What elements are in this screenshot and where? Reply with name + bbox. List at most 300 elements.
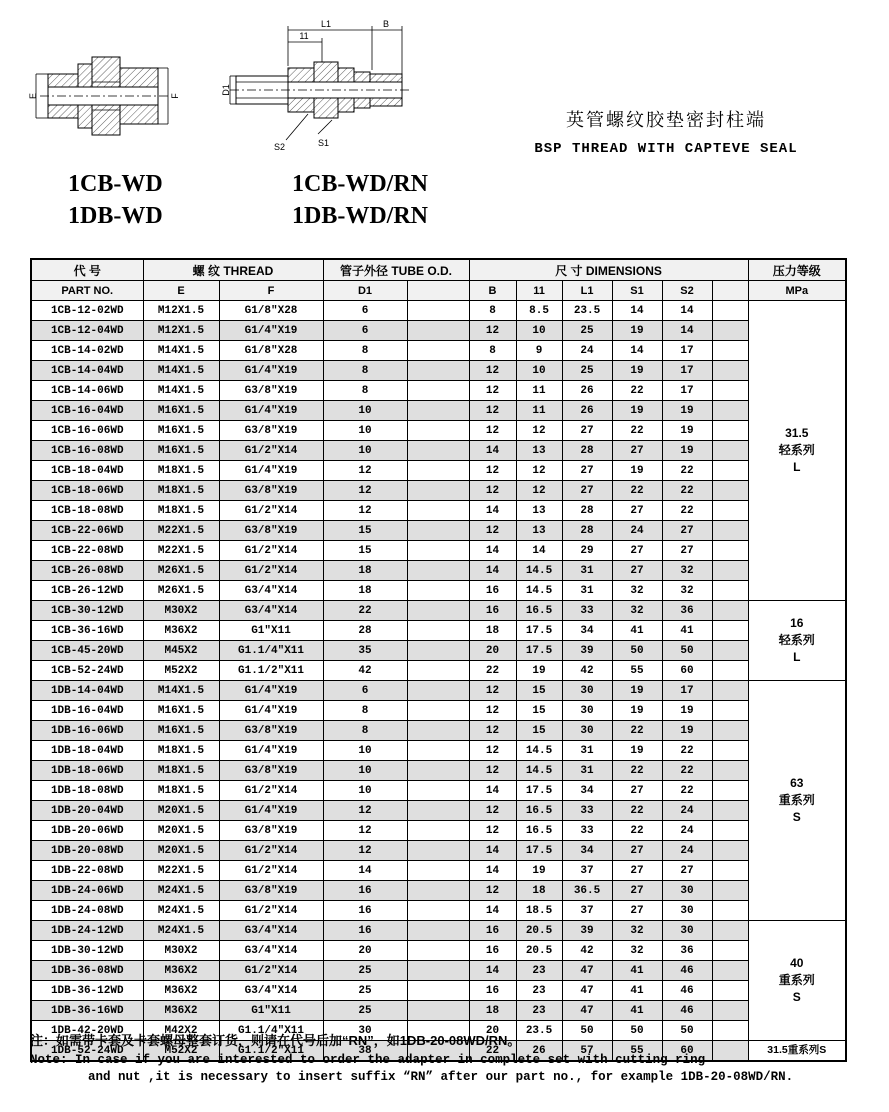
cell-L1: 28 bbox=[562, 501, 612, 521]
cell-d1: 25 bbox=[323, 961, 407, 981]
cell-thread-f: G1/8″X28 bbox=[219, 301, 323, 321]
cell-blank-2 bbox=[712, 841, 748, 861]
cell-s1: 19 bbox=[612, 741, 662, 761]
cell-s2: 24 bbox=[662, 841, 712, 861]
cell-L1: 31 bbox=[562, 761, 612, 781]
cell-thread-e: M30X2 bbox=[143, 941, 219, 961]
cell-s1: 32 bbox=[612, 921, 662, 941]
header-b: B bbox=[469, 281, 516, 301]
cell-b: 14 bbox=[469, 501, 516, 521]
part-codes-left bbox=[68, 168, 163, 233]
cell-blank-2 bbox=[712, 881, 748, 901]
cell-thread-f: G3/4″X14 bbox=[219, 601, 323, 621]
table-row bbox=[31, 941, 846, 961]
cell-part-no: 1DB-24-12WD bbox=[31, 921, 143, 941]
cell-d1: 16 bbox=[323, 881, 407, 901]
cell-thread-e: M12X1.5 bbox=[143, 301, 219, 321]
cell-blank bbox=[407, 521, 469, 541]
cell-blank-2 bbox=[712, 601, 748, 621]
cell-s2: 17 bbox=[662, 341, 712, 361]
cell-l1-small: 17.5 bbox=[516, 641, 562, 661]
table-row bbox=[31, 681, 846, 701]
header-d1: D1 bbox=[323, 281, 407, 301]
cell-l1-small: 11 bbox=[516, 401, 562, 421]
cell-s1: 22 bbox=[612, 721, 662, 741]
header-s1: S1 bbox=[612, 281, 662, 301]
cell-L1: 34 bbox=[562, 781, 612, 801]
cell-d1: 12 bbox=[323, 801, 407, 821]
cell-thread-f: G1/4″X19 bbox=[219, 741, 323, 761]
cell-b: 8 bbox=[469, 341, 516, 361]
cell-L1: 57 bbox=[562, 1041, 612, 1062]
cell-s1: 41 bbox=[612, 621, 662, 641]
cell-blank bbox=[407, 761, 469, 781]
cell-l1-small: 17.5 bbox=[516, 841, 562, 861]
drawing-adapter-with-tube bbox=[222, 16, 440, 173]
cell-b: 12 bbox=[469, 421, 516, 441]
cell-s2: 19 bbox=[662, 721, 712, 741]
cell-part-no: 1CB-18-04WD bbox=[31, 461, 143, 481]
cell-blank-2 bbox=[712, 721, 748, 741]
header-tube-od: 管子外径 TUBE O.D. bbox=[323, 259, 469, 281]
cell-L1: 47 bbox=[562, 981, 612, 1001]
cell-b: 12 bbox=[469, 701, 516, 721]
cell-l1-small: 23 bbox=[516, 1001, 562, 1021]
cell-s1: 27 bbox=[612, 881, 662, 901]
cell-l1-small: 23 bbox=[516, 981, 562, 1001]
note-english-line1: Note: In case if you are interested to order the adapter in complete set with cutting ring bbox=[30, 1053, 706, 1067]
cell-s2: 17 bbox=[662, 361, 712, 381]
cell-L1: 47 bbox=[562, 1001, 612, 1021]
cell-blank bbox=[407, 701, 469, 721]
dim-label-e: E bbox=[28, 92, 38, 100]
cell-d1: 10 bbox=[323, 421, 407, 441]
table-row bbox=[31, 621, 846, 641]
cell-part-no: 1CB-52-24WD bbox=[31, 661, 143, 681]
cell-b: 16 bbox=[469, 581, 516, 601]
cell-s2: 22 bbox=[662, 461, 712, 481]
cell-part-no: 1CB-12-04WD bbox=[31, 321, 143, 341]
cell-blank bbox=[407, 341, 469, 361]
cell-thread-f: G1/2″X14 bbox=[219, 541, 323, 561]
cell-blank-2 bbox=[712, 541, 748, 561]
cell-blank bbox=[407, 881, 469, 901]
table-row bbox=[31, 901, 846, 921]
cell-s1: 55 bbox=[612, 661, 662, 681]
cell-thread-f: G1″X11 bbox=[219, 621, 323, 641]
cell-thread-e: M18X1.5 bbox=[143, 501, 219, 521]
page-title-chinese: 英管螺纹胶垫密封柱端 bbox=[566, 110, 766, 130]
cell-b: 12 bbox=[469, 721, 516, 741]
cell-thread-f: G3/8″X19 bbox=[219, 821, 323, 841]
cell-thread-e: M22X1.5 bbox=[143, 861, 219, 881]
cell-part-no: 1DB-24-06WD bbox=[31, 881, 143, 901]
cell-thread-f: G3/4″X14 bbox=[219, 981, 323, 1001]
cell-s2: 24 bbox=[662, 801, 712, 821]
cell-L1: 42 bbox=[562, 661, 612, 681]
cell-thread-f: G3/8″X19 bbox=[219, 381, 323, 401]
table-row bbox=[31, 401, 846, 421]
cell-L1: 25 bbox=[562, 321, 612, 341]
cell-blank bbox=[407, 941, 469, 961]
cell-blank bbox=[407, 541, 469, 561]
cell-d1: 12 bbox=[323, 461, 407, 481]
cell-d1: 10 bbox=[323, 441, 407, 461]
cell-L1: 26 bbox=[562, 401, 612, 421]
part-code: 1DB-WD/RN bbox=[292, 203, 428, 230]
table-row bbox=[31, 741, 846, 761]
cell-s1: 27 bbox=[612, 781, 662, 801]
table-row bbox=[31, 481, 846, 501]
cell-thread-e: M14X1.5 bbox=[143, 341, 219, 361]
cell-d1: 6 bbox=[323, 321, 407, 341]
cell-s2: 30 bbox=[662, 901, 712, 921]
table-row bbox=[31, 641, 846, 661]
cell-d1: 12 bbox=[323, 821, 407, 841]
cell-b: 12 bbox=[469, 461, 516, 481]
cell-s2: 22 bbox=[662, 781, 712, 801]
cell-thread-e: M20X1.5 bbox=[143, 821, 219, 841]
cell-thread-e: M52X2 bbox=[143, 661, 219, 681]
cell-thread-e: M18X1.5 bbox=[143, 761, 219, 781]
table-row bbox=[31, 701, 846, 721]
cell-part-no: 1CB-30-12WD bbox=[31, 601, 143, 621]
cell-thread-f: G1/4″X19 bbox=[219, 361, 323, 381]
cell-l1-small: 16.5 bbox=[516, 601, 562, 621]
table-row bbox=[31, 661, 846, 681]
cell-L1: 34 bbox=[562, 841, 612, 861]
cell-L1: 25 bbox=[562, 361, 612, 381]
cell-b: 8 bbox=[469, 301, 516, 321]
cell-part-no: 1CB-14-02WD bbox=[31, 341, 143, 361]
cell-b: 12 bbox=[469, 761, 516, 781]
cell-s2: 27 bbox=[662, 541, 712, 561]
title-block bbox=[488, 106, 844, 157]
cell-l1-small: 18.5 bbox=[516, 901, 562, 921]
table-row bbox=[31, 441, 846, 461]
cell-l1-small: 15 bbox=[516, 681, 562, 701]
cell-thread-e: M26X1.5 bbox=[143, 561, 219, 581]
cell-part-no: 1CB-18-08WD bbox=[31, 501, 143, 521]
cell-s1: 41 bbox=[612, 961, 662, 981]
cell-s2: 50 bbox=[662, 1021, 712, 1041]
cell-L1: 39 bbox=[562, 641, 612, 661]
part-code: 1CB-WD/RN bbox=[292, 171, 428, 197]
cell-thread-f: G1/2″X14 bbox=[219, 901, 323, 921]
table-row bbox=[31, 381, 846, 401]
cell-s2: 22 bbox=[662, 481, 712, 501]
part-codes-right bbox=[292, 168, 428, 233]
cell-thread-f: G1.1/2″X11 bbox=[219, 1041, 323, 1062]
cell-blank-2 bbox=[712, 801, 748, 821]
note-english-line2: and nut ,it is necessary to insert suffix “RN” after our part no., for example 1DB-20-08WD/RN. bbox=[88, 1069, 794, 1084]
cell-L1: 30 bbox=[562, 721, 612, 741]
cell-thread-f: G1/8″X28 bbox=[219, 341, 323, 361]
cell-s2: 60 bbox=[662, 1041, 712, 1062]
dim-label-s1: S1 bbox=[318, 138, 330, 148]
pressure-group-cell: 31.5重系列S bbox=[748, 1041, 846, 1062]
cell-L1: 24 bbox=[562, 341, 612, 361]
table-row bbox=[31, 881, 846, 901]
cell-b: 22 bbox=[469, 1041, 516, 1062]
note-chinese: 注：如需带卡套及卡套螺母整套订货，则请在代号后加“RN”，如1DB-20-08WD/RN。 bbox=[30, 1033, 521, 1048]
dim-label-d1: D1 bbox=[222, 84, 231, 96]
cell-l1-small: 9 bbox=[516, 341, 562, 361]
cell-d1: 18 bbox=[323, 581, 407, 601]
cell-s2: 14 bbox=[662, 321, 712, 341]
header-blank-1 bbox=[407, 281, 469, 301]
cell-blank bbox=[407, 361, 469, 381]
dim-label-l1: 11 bbox=[299, 31, 309, 41]
cell-thread-e: M24X1.5 bbox=[143, 921, 219, 941]
cell-blank bbox=[407, 381, 469, 401]
header-part-en: PART NO. bbox=[31, 281, 143, 301]
cell-b: 12 bbox=[469, 681, 516, 701]
cell-s2: 19 bbox=[662, 401, 712, 421]
cell-part-no: 1DB-18-04WD bbox=[31, 741, 143, 761]
cell-s1: 22 bbox=[612, 421, 662, 441]
cell-blank bbox=[407, 441, 469, 461]
cell-part-no: 1DB-20-06WD bbox=[31, 821, 143, 841]
cell-s1: 27 bbox=[612, 841, 662, 861]
cell-thread-f: G1/4″X19 bbox=[219, 461, 323, 481]
cell-part-no: 1CB-16-04WD bbox=[31, 401, 143, 421]
cell-s1: 32 bbox=[612, 601, 662, 621]
cell-s1: 19 bbox=[612, 401, 662, 421]
cell-thread-e: M26X1.5 bbox=[143, 581, 219, 601]
cell-d1: 10 bbox=[323, 401, 407, 421]
cell-s2: 27 bbox=[662, 861, 712, 881]
cell-s2: 22 bbox=[662, 501, 712, 521]
cell-d1: 8 bbox=[323, 701, 407, 721]
table-row bbox=[31, 461, 846, 481]
cell-l1-small: 20.5 bbox=[516, 921, 562, 941]
header-pressure: 压力等级 bbox=[748, 259, 846, 281]
cell-blank-2 bbox=[712, 501, 748, 521]
drawing-straight-adapter bbox=[26, 30, 214, 173]
cell-blank bbox=[407, 421, 469, 441]
cell-thread-f: G1/4″X19 bbox=[219, 401, 323, 421]
cell-thread-e: M52X2 bbox=[143, 1041, 219, 1062]
cell-blank-2 bbox=[712, 981, 748, 1001]
dim-label-f: F bbox=[170, 93, 180, 99]
table-row bbox=[31, 501, 846, 521]
cell-l1-small: 13 bbox=[516, 441, 562, 461]
cell-thread-e: M20X1.5 bbox=[143, 841, 219, 861]
cell-blank bbox=[407, 621, 469, 641]
cell-blank-2 bbox=[712, 741, 748, 761]
cell-b: 12 bbox=[469, 401, 516, 421]
cell-b: 12 bbox=[469, 741, 516, 761]
cell-L1: 37 bbox=[562, 901, 612, 921]
cell-s2: 19 bbox=[662, 701, 712, 721]
cell-b: 14 bbox=[469, 541, 516, 561]
cell-d1: 28 bbox=[323, 621, 407, 641]
cell-thread-e: M36X2 bbox=[143, 961, 219, 981]
table-row bbox=[31, 841, 846, 861]
header-e: E bbox=[143, 281, 219, 301]
cell-thread-f: G3/4″X14 bbox=[219, 941, 323, 961]
cell-part-no: 1DB-36-08WD bbox=[31, 961, 143, 981]
cell-l1-small: 14 bbox=[516, 541, 562, 561]
cell-blank bbox=[407, 901, 469, 921]
cell-thread-f: G1/2″X14 bbox=[219, 781, 323, 801]
cell-l1-small: 13 bbox=[516, 501, 562, 521]
cell-blank bbox=[407, 481, 469, 501]
cell-thread-f: G1.1/4″X11 bbox=[219, 1021, 323, 1041]
cell-s1: 50 bbox=[612, 641, 662, 661]
cell-b: 14 bbox=[469, 441, 516, 461]
cell-d1: 30 bbox=[323, 1021, 407, 1041]
cell-thread-e: M22X1.5 bbox=[143, 521, 219, 541]
cell-b: 16 bbox=[469, 601, 516, 621]
cell-b: 20 bbox=[469, 1021, 516, 1041]
cell-blank bbox=[407, 961, 469, 981]
cell-s2: 41 bbox=[662, 621, 712, 641]
cell-d1: 38 bbox=[323, 1041, 407, 1062]
cell-part-no: 1CB-14-04WD bbox=[31, 361, 143, 381]
cell-blank-2 bbox=[712, 561, 748, 581]
page-title-english: BSP THREAD WITH CAPTEVE SEAL bbox=[534, 141, 798, 157]
cell-d1: 10 bbox=[323, 741, 407, 761]
cell-thread-f: G3/8″X19 bbox=[219, 521, 323, 541]
header-l1: L1 bbox=[562, 281, 612, 301]
cell-blank bbox=[407, 601, 469, 621]
cell-blank-2 bbox=[712, 941, 748, 961]
cell-s1: 24 bbox=[612, 521, 662, 541]
cell-thread-f: G3/8″X19 bbox=[219, 721, 323, 741]
cell-l1-small: 14.5 bbox=[516, 581, 562, 601]
dim-label-s2: S2 bbox=[274, 142, 286, 152]
cell-l1-small: 16.5 bbox=[516, 821, 562, 841]
cell-b: 22 bbox=[469, 661, 516, 681]
cell-thread-e: M36X2 bbox=[143, 981, 219, 1001]
cell-thread-e: M20X1.5 bbox=[143, 801, 219, 821]
cell-part-no: 1DB-20-04WD bbox=[31, 801, 143, 821]
cell-part-no: 1DB-36-16WD bbox=[31, 1001, 143, 1021]
cell-s1: 22 bbox=[612, 481, 662, 501]
cell-d1: 12 bbox=[323, 501, 407, 521]
cell-part-no: 1CB-45-20WD bbox=[31, 641, 143, 661]
cell-l1-small: 12 bbox=[516, 461, 562, 481]
cell-l1-small: 11 bbox=[516, 381, 562, 401]
table-header-row-2 bbox=[31, 281, 846, 301]
cell-blank-2 bbox=[712, 681, 748, 701]
cell-L1: 27 bbox=[562, 481, 612, 501]
cell-thread-f: G3/4″X14 bbox=[219, 921, 323, 941]
cell-part-no: 1DB-24-08WD bbox=[31, 901, 143, 921]
cell-thread-e: M16X1.5 bbox=[143, 401, 219, 421]
header-f: F bbox=[219, 281, 323, 301]
cell-blank-2 bbox=[712, 521, 748, 541]
cell-b: 12 bbox=[469, 321, 516, 341]
cell-blank-2 bbox=[712, 401, 748, 421]
cell-s1: 27 bbox=[612, 901, 662, 921]
cell-thread-f: G1/4″X19 bbox=[219, 321, 323, 341]
header-s2: S2 bbox=[662, 281, 712, 301]
cell-b: 12 bbox=[469, 881, 516, 901]
cell-blank bbox=[407, 461, 469, 481]
cell-b: 16 bbox=[469, 921, 516, 941]
cell-L1: 29 bbox=[562, 541, 612, 561]
cell-thread-e: M45X2 bbox=[143, 641, 219, 661]
part-code: 1DB-WD bbox=[68, 203, 163, 230]
cell-s2: 17 bbox=[662, 681, 712, 701]
table-row bbox=[31, 921, 846, 941]
dim-label-L1: L1 bbox=[320, 19, 332, 29]
cell-L1: 27 bbox=[562, 461, 612, 481]
cell-part-no: 1DB-52-24WD bbox=[31, 1041, 143, 1062]
cell-s1: 32 bbox=[612, 581, 662, 601]
header-dimensions: 尺 寸 DIMENSIONS bbox=[469, 259, 748, 281]
cell-thread-f: G3/8″X19 bbox=[219, 761, 323, 781]
cell-blank-2 bbox=[712, 481, 748, 501]
cell-l1-small: 23.5 bbox=[516, 1021, 562, 1041]
cell-s1: 22 bbox=[612, 801, 662, 821]
cell-d1: 12 bbox=[323, 481, 407, 501]
cell-b: 14 bbox=[469, 841, 516, 861]
cell-b: 14 bbox=[469, 961, 516, 981]
cell-blank-2 bbox=[712, 1001, 748, 1021]
header-mpa: MPa bbox=[748, 281, 846, 301]
table-row bbox=[31, 541, 846, 561]
cell-blank bbox=[407, 641, 469, 661]
cell-s1: 27 bbox=[612, 861, 662, 881]
cell-l1-small: 12 bbox=[516, 421, 562, 441]
cell-thread-e: M18X1.5 bbox=[143, 481, 219, 501]
cell-part-no: 1CB-18-06WD bbox=[31, 481, 143, 501]
cell-s2: 22 bbox=[662, 761, 712, 781]
cell-blank bbox=[407, 741, 469, 761]
cell-thread-e: M36X2 bbox=[143, 621, 219, 641]
cell-s2: 22 bbox=[662, 741, 712, 761]
cell-s1: 19 bbox=[612, 321, 662, 341]
cell-part-no: 1DB-30-12WD bbox=[31, 941, 143, 961]
cell-d1: 15 bbox=[323, 521, 407, 541]
cell-L1: 34 bbox=[562, 621, 612, 641]
cell-s1: 27 bbox=[612, 501, 662, 521]
cell-s2: 14 bbox=[662, 301, 712, 321]
cell-s1: 19 bbox=[612, 361, 662, 381]
table-row bbox=[31, 861, 846, 881]
table-row bbox=[31, 301, 846, 321]
cell-b: 12 bbox=[469, 381, 516, 401]
cell-s2: 19 bbox=[662, 421, 712, 441]
cell-L1: 33 bbox=[562, 801, 612, 821]
cell-d1: 8 bbox=[323, 361, 407, 381]
cell-part-no: 1DB-14-04WD bbox=[31, 681, 143, 701]
cell-thread-f: G3/8″X19 bbox=[219, 881, 323, 901]
table-row bbox=[31, 721, 846, 741]
cell-blank bbox=[407, 821, 469, 841]
cell-s2: 19 bbox=[662, 441, 712, 461]
pressure-group-cell: 31.5 轻系列 L bbox=[748, 301, 846, 601]
cell-thread-f: G1/4″X19 bbox=[219, 681, 323, 701]
cell-part-no: 1CB-12-02WD bbox=[31, 301, 143, 321]
cell-blank bbox=[407, 401, 469, 421]
cell-L1: 33 bbox=[562, 601, 612, 621]
cell-thread-e: M14X1.5 bbox=[143, 381, 219, 401]
cell-blank bbox=[407, 501, 469, 521]
cell-s1: 14 bbox=[612, 301, 662, 321]
cell-blank bbox=[407, 781, 469, 801]
cell-blank bbox=[407, 661, 469, 681]
spec-table-body bbox=[31, 301, 846, 1062]
cell-blank bbox=[407, 861, 469, 881]
cell-blank-2 bbox=[712, 861, 748, 881]
table-row bbox=[31, 321, 846, 341]
cell-d1: 25 bbox=[323, 981, 407, 1001]
